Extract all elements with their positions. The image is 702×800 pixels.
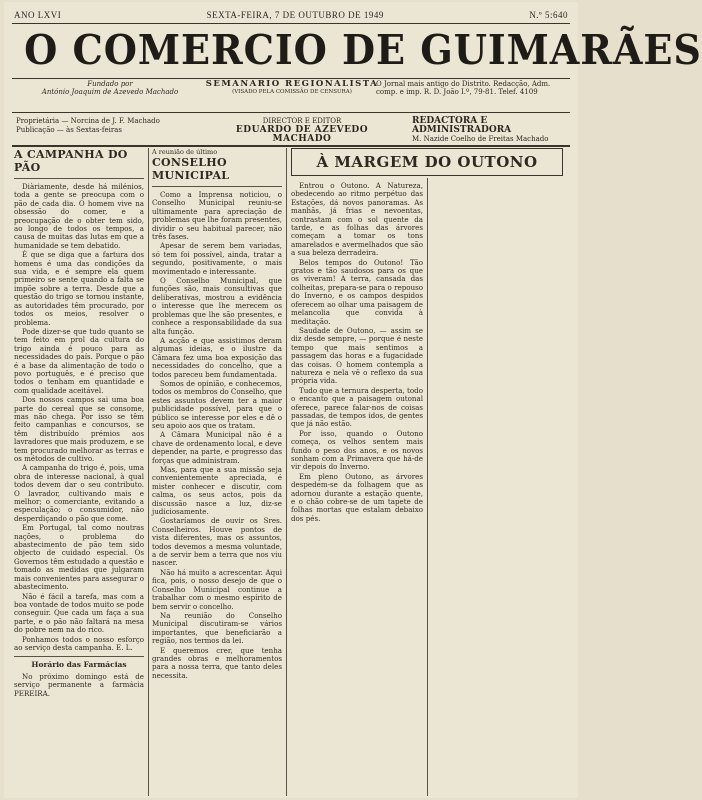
column-divider [427,178,428,796]
column-campanha [14,148,144,798]
margem-paragraph: Tudo que a ternura desperta, todo o encanto que a paisagem outonal oferece, parece falar-nos de coisas passadas, de tempos idos, de gentes que já não estão. [291,385,423,429]
year-label: ANO LXVI [14,10,62,20]
conselho-paragraph: O Conselho Municipal, que funções são, mais consultivas que deliberativas, mostrou a evidência o interesse que lhe merecem os problemas que lhe são presentes, e conhece a responsabilidade da sua alta função. [152,276,282,336]
conselho-paragraph: Como a Imprensa noticiou, o Conselho Municipal reuniu-se ultimamente para apreciação de problemas que lhe foram presentes, dividir o seu habitual parecer, não três fases. [152,190,282,242]
director-block [212,117,392,144]
weekly-sub: (VISADO PELA COMISSÃO DE CENSURA) [232,89,352,95]
campanha-paragraph: A campanha do trigo é, pois, uma obra de interesse nacional, à qual todos devem dar o seu contributo. O lavrador, cultivando mais e melhor; o comerciante, evitando a especulação; o consumidor, não desperdiçando o pão que come. [14,463,144,523]
owner-block [16,117,176,135]
campanha-paragraph: Não é fácil a tarefa, mas com a boa vontade de todos muito se pode conseguir. Que cada um faça a sua parte, e o pão não faltará na mesa do pobre nem na do rico. [14,591,144,635]
campanha-paragraph: Em Portugal, tal como noutras nações, o problema do abastecimento de pão tem sido objecto de cuidado especial. Os Governos têm estudado a questão e tomado as medidas que julgaram mais convenientes para assegurar o abastecimento. [14,523,144,592]
staff-rule [12,145,570,147]
column-divider [148,148,149,796]
issue-number: N.º 5:640 [529,10,568,20]
margem-paragraph: Em pleno Outono, as árvores despedem-se da folhagem que as adornou durante a estação quente, e o chão cobre-se de um tapete de folhas mortas que estalam debaixo dos pés. [291,471,423,523]
staff-bar [12,115,570,143]
director-label: DIRECTOR E EDITOR [262,117,342,125]
campanha-headline: A CAMPANHA DO PÃO [14,148,128,174]
owner-text: Proprietária — Norcina de J. F. Machado [16,117,160,125]
admin-label: REDACTORA E ADMINISTRADORA [412,116,512,135]
conselho-paragraph: Gostaríamos de ouvir os Sres. Conselheiros. Houve pontos de vista diferentes, mas os assuntos, todos devemos a mesma voluntade, a de servir bem a terra que nos viu nascer. [152,516,282,568]
conselho-separator [152,186,282,187]
weekly-label: SEMANARIO REGIONALISTA [205,79,379,89]
horario-title: Horário das Farmácias [31,660,127,670]
admin-block [412,117,582,144]
column-divider [286,148,287,796]
newspaper-page [4,2,702,798]
conselho-paragraph: Mas, para que a sua missão seja convenientemente apreciada, é mister conhecer e discutir, com calma, os seus actos, pois da discussão nasce a luz, diz-se judiciosamente. [152,465,282,517]
margem-paragraph: Por isso, quando o Outono começa, os velhos sentem mais fundo o peso dos anos, e os novos sonham com a Primavera que há-de vir depois do Inverno. [291,428,423,472]
weekly-block [192,80,392,96]
director-name: EDUARDO DE AZEVEDO MACHADO [235,125,369,144]
horario-text: No próximo domingo está de serviço permanente a farmácia PEREIRA. [14,671,144,698]
campanha-paragraph: Pode dizer-se que tudo quanto se tem feito em prol da cultura do trigo ainda é pouco para as necessidades do país. Porque o pão é a base da alimentação de todo o povo português, e é preciso que todos o tenham em quantidade e com qualidade aceitável. [14,326,144,395]
campanha-paragraph: É que se diga que a fartura dos homens é uma das condições da sua vida, e é sempre ela quem primeiro se sente quando a falta se impõe sobre a terra. Desde que a questão do trigo se tornou instante, as autoridades têm procurado, por todos os meios, resolver o problema. [14,250,144,327]
conselho-paragraph: A acção e que assistimos deram algumas ideias, e o ilustre da Câmara fez uma boa exposição das necessidades do concelho, que a todos pareceu bem fundamentada. [152,335,282,379]
conselho-paragraph: Não há muito a acrescentar. Aqui fica, pois, o nosso desejo de que o Conselho Municipal continue a trabalhar com o mesmo espírito de bem servir o concelho. [152,567,282,611]
conselho-paragraph: Na reunião do Conselho Municipal discutiram-se vários importantes, que beneficiarão a região, nos termos da lei. [152,610,282,646]
conselho-paragraph: E queremos crer, que tenha grandes obras e melhoramentos para a nossa terra, que tanto deles necessita. [152,645,282,680]
subheader-rule [12,112,570,113]
campanha-paragraph: Diàriamente, desde há milénios, toda a gente se preocupa com o pão de cada dia. O homem vive na obsessão do comer, e a preocupação de o obter tem sido, ao longo de todos os tempos, a causa de muitas das lutas em que a humanidade se tem debatido. [14,182,144,250]
campanha-paragraph: Dos nossos campos sai uma boa parte do cereal que se consome, mas não chega. Por isso se têm feito campanhas e concursos, se têm distribuído prémios aos lavradores que mais produzem, e se tem procurado melhorar as terras e os métodos de cultivo. [14,395,144,463]
founder-name: António Joaquim de Azevedo Machado [41,88,179,96]
issue-date: SEXTA-FEIRA, 7 DE OUTUBRO DE 1949 [206,10,384,20]
conselho-paragraph: Apesar de serem bem variadas, só tem foi possível, ainda, tratar a segundo, positivamente, o mais movimentado e interessante. [152,241,282,276]
column-margem-a [291,148,538,798]
top-info-bar [14,8,568,22]
conselho-paragraph: Somos de opinião, e conhecemos, todos os membros do Conselho, que estes assuntos devem ter a maior publicidade possível, para que o público se interesse por eles e dê o seu apoio aos que os tratam. [152,378,282,430]
founded-label: Fundado por [87,80,133,88]
conselho-paragraph: A Câmara Municipal não é a chave de ordenamento local, e deve depender, na parte, e progresso das forças que administram. [152,430,282,465]
oldest-note: O Jornal mais antigo do Distrito. Redacção, Adm. comp. e imp. R. D. João I.º, 79-81. Telef. 4109 [376,80,551,96]
conselho-headline: CONSELHO MUNICIPAL [152,156,230,182]
admin-name: M. Nazide Coelho de Freitas Machado [412,135,549,143]
margem-headline: À MARGEM DO OUTONO [291,148,563,176]
margem-paragraph: Belos tempos do Outono! Tão gratos e tão saudosos para os que os viveram! A terra, cansada das colheitas, prepara-se para o repouso do Inverno, e os campos despidos oferecem ao olhar uma paisagem de melancolia que convida à meditação. [291,257,423,326]
campanha-separator [14,178,144,179]
subheader [12,80,570,110]
campanha-paragraph: Ponhamos todos o nosso esforço ao serviço desta campanha. E. L. [14,634,144,652]
publication-text: Publicação — às Sextas-feiras [16,126,122,134]
margem-paragraph: Entrou o Outono. A Natureza, obedecendo ao ritmo perpétuo das Estações, dá novos panoramas. As manhãs, já frias e nevoentas, contrastam com o sol quente da tarde, e as folhas das árvores começam a tomar os tons amarelados e avermelhados que são a sua beleza derradeira. [291,181,423,258]
horario-separator [14,656,144,657]
masthead-title: O COMERCIO DE GUIMARÃES [24,26,702,74]
column-conselho [152,148,282,798]
margem-paragraph: Saudade de Outono, — assim se diz desde sempre, — porque é neste tempo que mais sentimos a passagem das horas e a fugacidade das coisas. O homem contempla a natureza e nela vê o reflexo da sua própria vida. [291,325,423,386]
conselho-kicker: A reunião de último [152,148,218,156]
founded-block [30,80,190,96]
